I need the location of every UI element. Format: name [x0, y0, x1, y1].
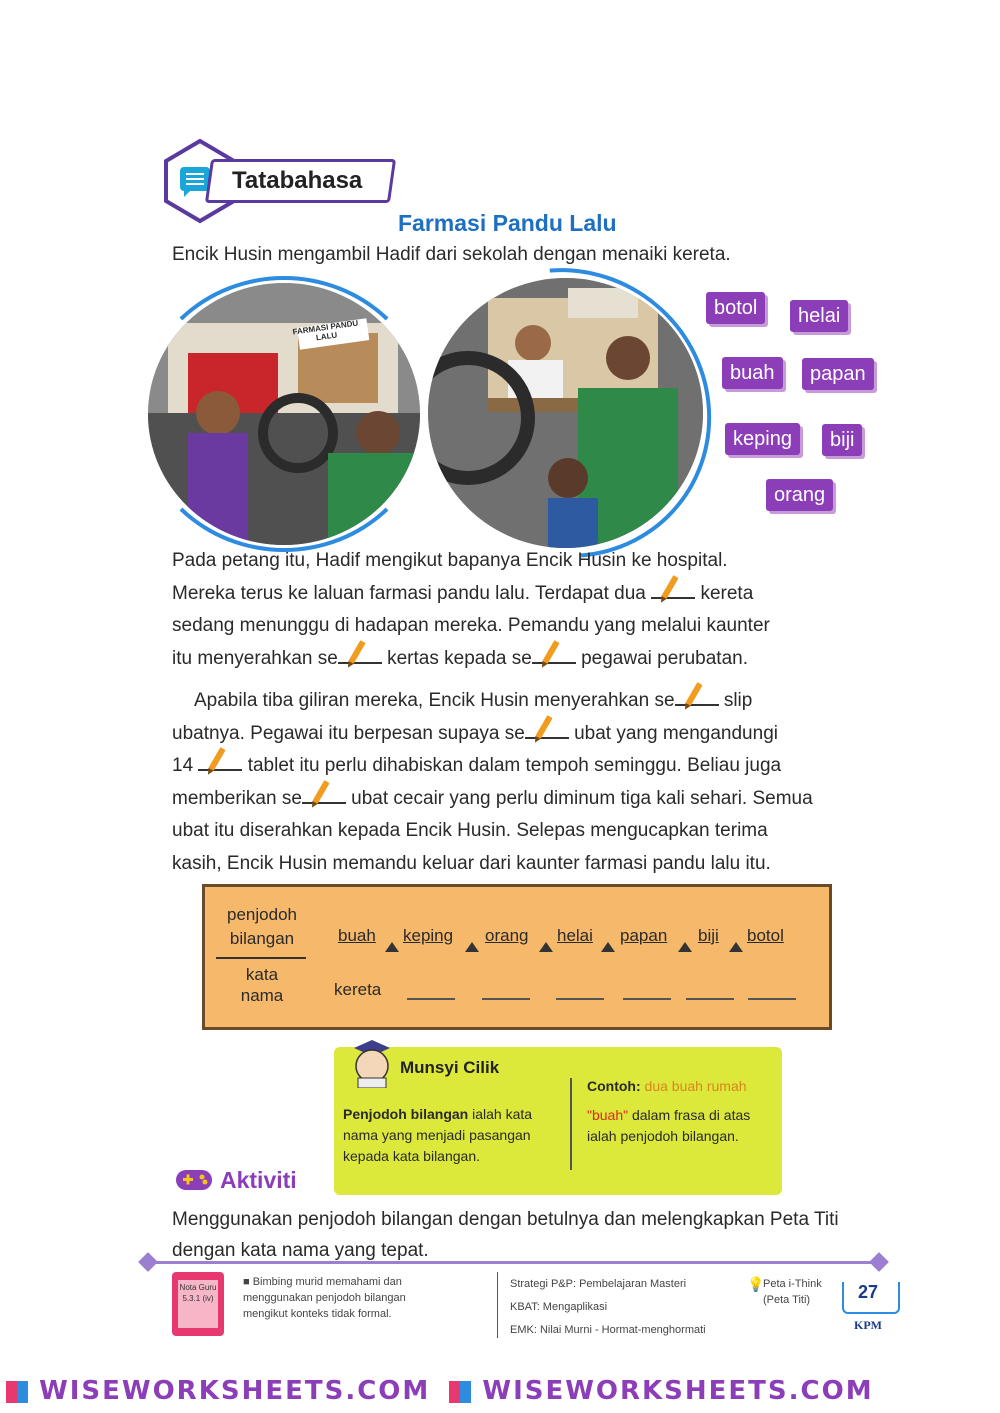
- word-chip[interactable]: botol: [706, 292, 765, 324]
- noun-blank[interactable]: [556, 998, 604, 1000]
- munsyi-title: Munsyi Cilik: [400, 1058, 500, 1077]
- noun-blank[interactable]: [407, 998, 455, 1000]
- answer-blank[interactable]: [198, 751, 242, 771]
- footer-rule: [145, 1261, 887, 1264]
- munsyi-divider: [570, 1078, 572, 1170]
- strategi-text: Strategi P&P: Pembelajaran Masteri: [510, 1278, 687, 1290]
- bridge-triangle: [539, 942, 553, 952]
- bridge-triangle: [729, 942, 743, 952]
- text-line: Pada petang itu, Hadif mengikut bapanya Encik Husin ke hospital.: [172, 550, 728, 571]
- word-chip[interactable]: biji: [822, 424, 862, 456]
- classifier-word: helai: [557, 926, 593, 945]
- page-title: Farmasi Pandu Lalu: [398, 210, 617, 236]
- answer-blank[interactable]: [532, 644, 576, 664]
- teacher-note: ■ Bimbing murid memahami dan menggunakan penjodoh bilangan mengikut konteks tidak formal.: [243, 1276, 406, 1320]
- answer-blank[interactable]: [525, 719, 569, 739]
- lightbulb-icon: 💡: [747, 1276, 765, 1292]
- classifier-word: buah: [338, 926, 376, 945]
- classifier-word: orang: [485, 926, 529, 945]
- diamond-icon: [869, 1252, 889, 1272]
- answer-blank[interactable]: [302, 784, 346, 804]
- aktiviti-instruction: Menggunakan penjodoh bilangan dengan betulnya dan melengkapkan Peta Titi dengan kata nama yang tepat.: [172, 1209, 839, 1261]
- text-line: Apabila tiba giliran mereka, Encik Husin menyerahkan se slip: [172, 685, 882, 718]
- bridge-triangle: [465, 942, 479, 952]
- bridge-triangle: [385, 942, 399, 952]
- pencil-icon: [312, 780, 329, 804]
- story-paragraph-2: [172, 685, 882, 880]
- word-chip[interactable]: papan: [802, 358, 874, 390]
- munsyi-example: Contoh: dua buah rumah "buah" dalam frasa di atas ialah penjodoh bilangan.: [587, 1078, 751, 1144]
- noun-blank[interactable]: [748, 998, 796, 1000]
- diamond-icon: [138, 1252, 158, 1272]
- page-number: 27: [858, 1282, 879, 1302]
- pencil-icon: [662, 575, 679, 599]
- answer-blank[interactable]: [651, 579, 695, 599]
- noun-blank[interactable]: [623, 998, 671, 1000]
- classifier-word: biji: [698, 926, 719, 945]
- watermark-logo-icon: [6, 1381, 28, 1403]
- watermark-strip: [0, 1376, 1000, 1413]
- peta-text: Peta i-Think (Peta Titi): [763, 1278, 822, 1306]
- table-head-noun: kata nama: [240, 965, 284, 1005]
- watermark-text: WISEWORKSHEETS.COM: [482, 1376, 874, 1406]
- noun-blank[interactable]: [686, 998, 734, 1000]
- pencil-icon: [685, 682, 702, 706]
- text-line: Mereka terus ke laluan farmasi pandu lalu. Terdapat dua kereta: [172, 578, 882, 611]
- text-line: kasih, Encik Husin memandu keluar dari kaunter farmasi pandu lalu itu.: [172, 852, 771, 874]
- text-line: itu menyerahkan se kertas kepada se pegawai perubatan.: [172, 643, 882, 676]
- answer-blank[interactable]: [675, 686, 719, 706]
- watermark-text: WISEWORKSHEETS.COM: [39, 1376, 431, 1406]
- text-line: ubat itu diserahkan kepada Encik Husin. Selepas mengucapkan terima: [172, 820, 768, 841]
- bridge-triangle: [601, 942, 615, 952]
- classifier-row: [338, 926, 788, 956]
- pencil-icon: [348, 640, 365, 664]
- table-divider: [216, 957, 306, 959]
- aktiviti-heading: Aktiviti: [220, 1167, 297, 1193]
- text-line: sedang menunggu di hadapan mereka. Pemandu yang melalui kaunter: [172, 615, 770, 636]
- car-interior-drawing: [148, 283, 420, 545]
- kbat-text: KBAT: Mengaplikasi: [510, 1301, 608, 1313]
- text-line: memberikan se ubat cecair yang perlu diminum tiga kali sehari. Semua: [172, 783, 882, 816]
- section-badge: [160, 137, 395, 225]
- pharmacy-window-illustration: [428, 278, 703, 548]
- word-chip[interactable]: buah: [722, 357, 783, 389]
- pharmacy-sign-text: FARMASI PANDU LALU: [292, 318, 359, 343]
- word-chip[interactable]: orang: [766, 479, 833, 511]
- noun-first: kereta: [334, 980, 382, 999]
- scholar-mascot-icon: [350, 1036, 394, 1088]
- word-chip[interactable]: helai: [790, 300, 848, 332]
- watermark-logo-icon: [449, 1381, 471, 1403]
- gamepad-icon: [174, 1166, 214, 1194]
- pencil-icon: [542, 640, 559, 664]
- intro-sentence: Encik Husin mengambil Hadif dari sekolah dengan menaiki kereta.: [172, 244, 731, 265]
- pharmacy-window-drawing: [428, 278, 703, 548]
- car-interior-illustration: [148, 283, 420, 545]
- classifier-word: keping: [403, 926, 454, 945]
- text-line: ubatnya. Pegawai itu berpesan supaya se ubat yang mengandungi: [172, 718, 882, 751]
- text-line: 14 tablet itu perlu dihabiskan dalam tempoh seminggu. Beliau juga: [172, 750, 882, 783]
- answer-blank[interactable]: [338, 644, 382, 664]
- noun-blank[interactable]: [482, 998, 530, 1000]
- classifier-word: botol: [747, 926, 784, 945]
- word-chip[interactable]: keping: [725, 423, 800, 455]
- emk-text: EMK: Nilai Murni - Hormat-menghormati: [510, 1324, 706, 1336]
- footer-divider: [497, 1272, 498, 1338]
- nota-guru-notebook: [172, 1272, 224, 1336]
- bridge-triangle: [678, 942, 692, 952]
- classifier-word: papan: [620, 926, 668, 945]
- badge-label: Tatabahasa: [232, 167, 363, 194]
- kpm-logo-text: KPM: [854, 1318, 882, 1332]
- nota-guru-label: Nota Guru 5.3.1 (iv): [178, 1280, 218, 1328]
- pencil-icon: [535, 715, 552, 739]
- table-head-classifier: penjodoh bilangan: [227, 905, 297, 948]
- pencil-icon: [209, 747, 226, 771]
- munsyi-definition: Penjodoh bilangan ialah kata nama yang menjadi pasangan kepada kata bilangan.: [343, 1106, 533, 1164]
- story-paragraph-1: [172, 545, 882, 675]
